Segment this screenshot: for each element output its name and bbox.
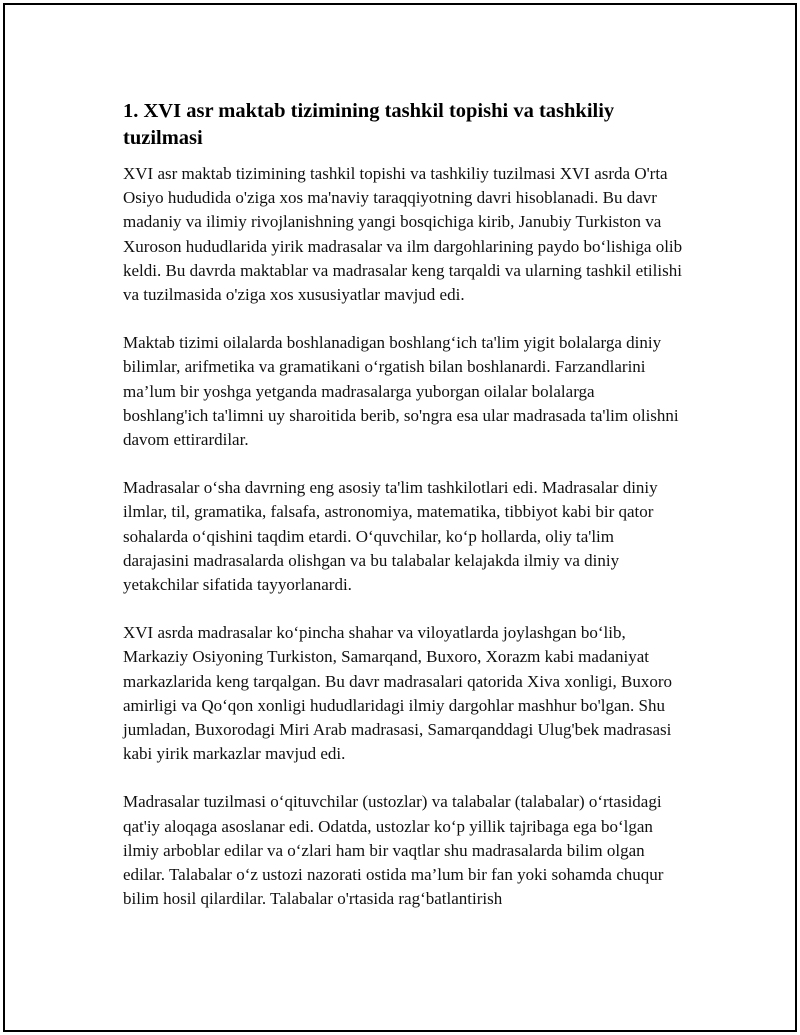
section-heading: 1. XVI asr maktab tizimining tashkil topishi va tashkiliy tuzilmasi [123, 100, 615, 149]
paragraph-locations: XVI asrda madrasalar ko‘pincha shahar va viloyatlarda joylashgan bo‘lib, Markaziy Osiyoning Turkiston, Samarqand, Buxoro, Xorazm kabi madaniyat markazlarida keng tarqalgan. Bu davr madrasalari qatorida Xiva xonligi, Buxoro amirligi va Qo‘qon xonligi hududlaridagi ilmiy dargohlar mashhur bo'lgan. Shu jumladan, Buxorodagi Miri Arab madrasasi, Samarqanddagi Ulug'bek madrasasi kabi yirik markazlar mavjud edi. [123, 623, 673, 764]
document-body [123, 98, 683, 911]
page-frame [3, 3, 797, 1032]
paragraph-school-system: Maktab tizimi oilalarda boshlanadigan boshlang‘ich ta'lim yigit bolalarga diniy bilimlar, arifmetika va gramatikani o‘rgatish bilan boshlanardi. Farzandlarini ma’lum bir yoshga yetganda madrasalarga yuborgan oilalar bolalarga boshlang'ich ta'limni uy sharoitida berib, so'ngra esa ular madrasada ta'lim olishni davom ettirardilar. [123, 333, 679, 450]
paragraph-intro: XVI asr maktab tizimining tashkil topishi va tashkiliy tuzilmasi XVI asrda O'rta Osiyo hududida o'ziga xos ma'naviy taraqqiyotning davri hisoblanadi. Bu davr madaniy va ilimiy rivojlanishning yangi bosqichiga kirib, Janubiy Turkiston va Xuroson hududlarida yirik madrasalar va ilm dargohlarining paydo bo‘lishiga olib keldi. Bu davrda maktablar va madrasalar keng tarqaldi va ularning tashkil etilishi va tuzilmasida o'ziga xos xususiyatlar mavjud edi. [123, 164, 683, 305]
paragraph-structure: Madrasalar tuzilmasi o‘qituvchilar (ustozlar) va talabalar (talabalar) o‘rtasidagi qat'iy aloqaga asoslanar edi. Odatda, ustozlar ko‘p yillik tajribaga ega bo‘lgan ilmiy arboblar edilar va o‘zlari ham bir vaqtlar shu madrasalarda bilim olgan edilar. Talabalar o‘z ustozi nazorati ostida ma’lum bir fan yoki sohamda chuqur bilim hosil qilardilar. Talabalar o'rtasida rag‘batlantirish [123, 792, 664, 909]
paragraph-madrasas: Madrasalar o‘sha davrning eng asosiy ta'lim tashkilotlari edi. Madrasalar diniy ilmlar, til, gramatika, falsafa, astronomiya, matematika, tibbiyot kabi bir qator sohalarda o‘qishini taqdim etardi. O‘quvchilar, ko‘p hollarda, oliy ta'lim darajasini madrasalarda olishgan va bu talabalar kelajakda ilmiy va diniy yetakchilar sifatida tayyorlanardi. [123, 478, 658, 595]
